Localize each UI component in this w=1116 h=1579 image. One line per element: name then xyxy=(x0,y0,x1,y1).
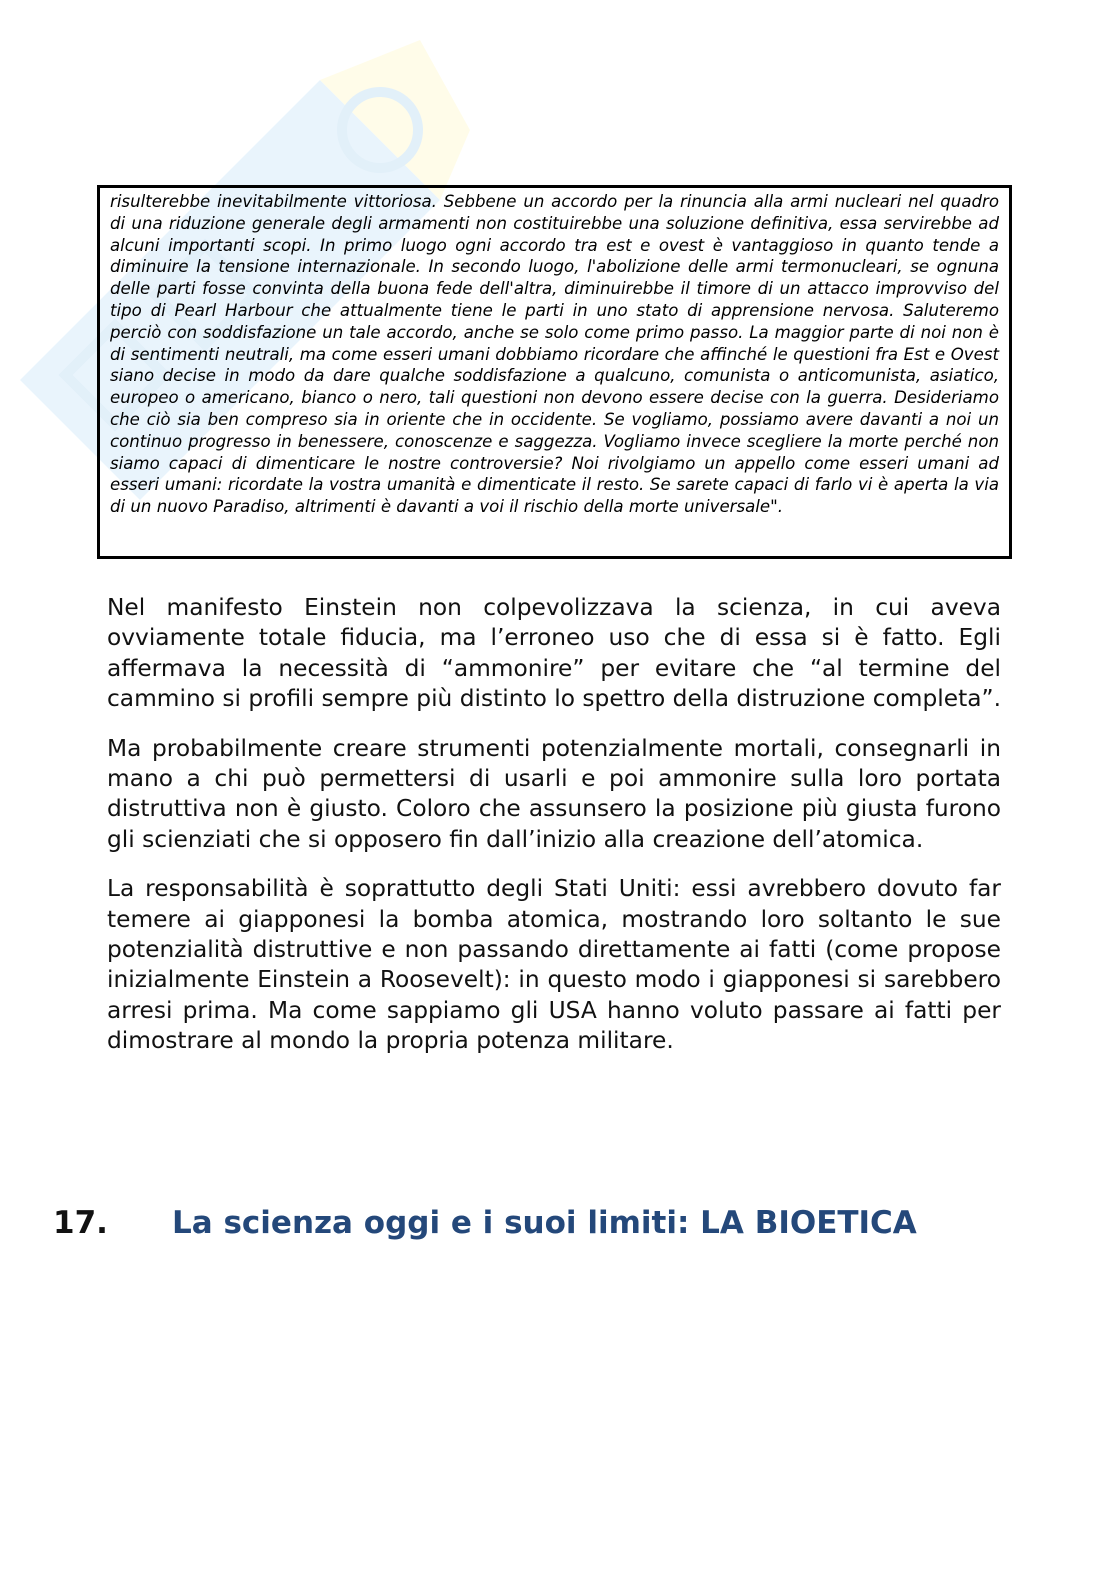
paragraph: Ma probabilmente creare strumenti potenzialmente mortali, consegnarli in mano a chi può permettersi di usarli e poi ammonire sulla loro portata distruttiva non è giusto. Coloro che assunsero la posizione più giusta furono gli scienziati che si opposero fin dall’inizio alla creazione dell’atomica. xyxy=(107,734,1001,853)
paragraph: Nel manifesto Einstein non colpevolizzava la scienza, in cui aveva ovviamente totale fiducia, ma l’erroneo uso che di essa si è fatto. Egli affermava la necessità di “ammonire” per evitare che “al termine del cammino si profili sempre più distinto lo spettro della distruzione completa”. xyxy=(107,594,1001,713)
paragraph: La responsabilità è soprattutto degli Stati Uniti: essi avrebbero dovuto far temere ai giapponesi la bomba atomica, mostrando loro soltanto le sue potenzialità distruttive e non passando direttamente ai fatti (come propose inizialmente Einstein a Roosevelt): in questo modo i giapponesi si sarebbero arresi prima. Ma come sappiamo gli USA hanno voluto passare ai fatti per dimostrare al mondo la propria potenza militare. xyxy=(107,875,1001,1055)
section-heading xyxy=(53,1203,1053,1243)
section-number: 17. xyxy=(53,1205,108,1241)
section-title: La scienza oggi e i suoi limiti: LA BIOETICA xyxy=(172,1205,917,1241)
manifesto-quote-box xyxy=(97,185,1012,559)
manifesto-quote-text: risulterebbe inevitabilmente vittoriosa. Sebbene un accordo per la rinuncia alla armi nucleari nel quadro di una riduzione generale degli armamenti non costituirebbe una soluzione definitiva, essa servirebbe ad alcuni importanti scopi. In primo luogo ogni accordo tra est e ovest è vantaggioso in quanto tende a diminuire la tensione internazionale. In secondo luogo, l'abolizione delle armi termonucleari, se ognuna delle parti fosse convinta della buona fede dell'altra, diminuirebbe il timore di un attacco improvviso del tipo di Pearl Harbour che attualmente tiene le parti in uno stato di apprensione nervosa. Saluteremo perciò con soddisfazione un tale accordo, anche se solo come primo passo. La maggior parte di noi non è di sentimenti neutrali, ma come esseri umani dobbiamo ricordare che affinché le questioni fra Est e Ovest siano decise in modo da dare qualche soddisfazione a qualcuno, comunista o anticomunista, asiatico, europeo o americano, bianco o nero, tali questioni non devono essere decise con la guerra. Desideriamo che ciò sia ben compreso sia in oriente che in occidente. Se vogliamo, possiamo avere davanti a noi un continuo progresso in benessere, conoscenze e saggezza. Vogliamo invece scegliere la morte perché non siamo capaci di dimenticare le nostre controversie? Noi rivolgiamo un appello come esseri umani ad esseri umani: ricordate la vostra umanità e dimenticate il resto. Se sarete capaci di farlo vi è aperta la via di un nuovo Paradiso, altrimenti è davanti a voi il rischio della morte universale". xyxy=(110,192,999,517)
body-text xyxy=(107,593,1001,1076)
